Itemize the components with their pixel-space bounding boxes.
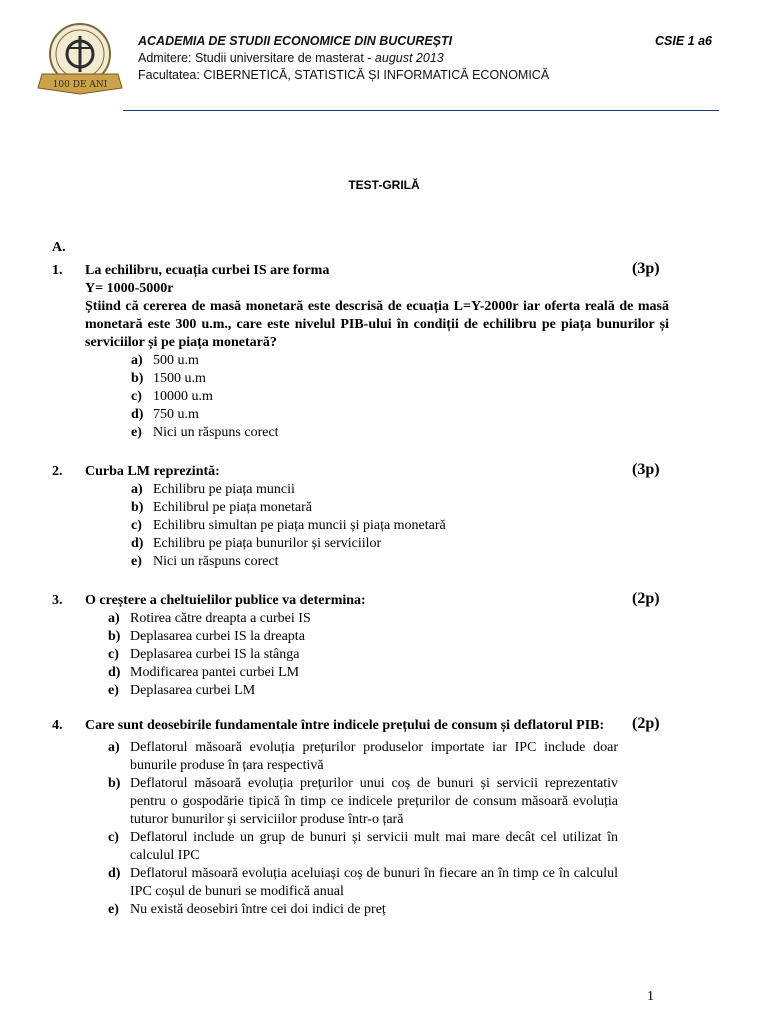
option-text: 10000 u.m bbox=[153, 389, 213, 404]
exam-code: CSIE 1 a6 bbox=[655, 34, 712, 48]
answer-option bbox=[52, 481, 664, 499]
option-text: Echilibru pe piața bunurilor și serviciilor bbox=[153, 536, 382, 551]
answer-option bbox=[52, 388, 664, 406]
answer-option bbox=[52, 682, 618, 700]
question-number: 1. bbox=[52, 263, 63, 278]
answer-option bbox=[52, 646, 618, 664]
option-letter: a) bbox=[131, 482, 143, 497]
option-text: Deplasarea curbei LM bbox=[130, 683, 256, 698]
option-text: Deplasarea curbei IS la dreapta bbox=[130, 629, 305, 644]
answer-option bbox=[52, 739, 618, 775]
answer-option bbox=[52, 352, 664, 370]
question-points: (2p) bbox=[632, 590, 660, 607]
option-letter: e) bbox=[108, 902, 119, 917]
option-letter: c) bbox=[131, 389, 142, 404]
admission-session: august 2013 bbox=[374, 51, 444, 65]
faculty-name: Facultatea: CIBERNETICĂ, STATISTICĂ ȘI INFORMATICĂ ECONOMICĂ bbox=[138, 68, 550, 82]
option-letter: b) bbox=[108, 629, 121, 644]
option-letter: e) bbox=[131, 425, 142, 440]
university-logo bbox=[32, 18, 128, 104]
answer-option bbox=[52, 829, 618, 865]
answer-option bbox=[52, 370, 664, 388]
option-letter: a) bbox=[131, 353, 143, 368]
option-text: Echilibru pe piața muncii bbox=[153, 482, 295, 497]
option-letter: c) bbox=[108, 647, 119, 662]
question-points: (2p) bbox=[632, 715, 660, 732]
option-text: Nu există deosebiri între cei doi indici de preț bbox=[130, 902, 386, 917]
question-points: (3p) bbox=[632, 461, 660, 478]
option-text: Deflatorul măsoară evoluția aceluiași coș de bunuri în fiecare an în timp ce în calculul IPC coșul de bunuri se modifică anual bbox=[130, 866, 618, 899]
answer-option bbox=[52, 628, 618, 646]
answer-option bbox=[52, 406, 664, 424]
answer-option bbox=[52, 664, 618, 682]
header-divider bbox=[123, 110, 719, 111]
question-number: 4. bbox=[52, 718, 63, 733]
option-text: Deplasarea curbei IS la stânga bbox=[130, 647, 300, 662]
answer-options bbox=[52, 739, 664, 919]
option-text: Deflatorul include un grup de bunuri și servicii mult mai mare decât cel utilizat în calculul IPC bbox=[130, 830, 618, 863]
answer-option bbox=[52, 424, 664, 442]
admission-label: Admitere: Studii universitare de masterat - bbox=[138, 51, 372, 65]
option-text: Echilibrul pe piața monetară bbox=[153, 500, 312, 515]
option-text: 500 u.m bbox=[153, 353, 199, 368]
option-text: Modificarea pantei curbei LM bbox=[130, 665, 300, 680]
admission-line bbox=[138, 51, 444, 65]
question-text-line: Știind că cererea de masă monetară este descrisă de ecuația L=Y-2000r iar oferta reală de masă monetară este 300 u.m., care este nivelul PIB-ului în condiții de echilibru pe piața bunurilor și serviciilor și pe piața monetară? bbox=[85, 299, 669, 350]
option-text: Deflatorul măsoară evoluția prețurilor unui coș de bunuri și servicii reprezentativ pentru o gospodărie tipică în timp ce indicele prețurilor de consum măsoară evoluția tuturor bunurilor și serviciilor produse într-o țară bbox=[130, 776, 618, 827]
option-letter: b) bbox=[131, 500, 144, 515]
option-text: Nici un răspuns corect bbox=[153, 554, 279, 569]
question-text-line: La echilibru, ecuația curbei IS are forma bbox=[85, 263, 330, 278]
answer-option bbox=[52, 901, 618, 919]
option-letter: a) bbox=[108, 740, 120, 755]
answer-options bbox=[52, 610, 664, 700]
option-text: Nici un răspuns corect bbox=[153, 425, 279, 440]
question-1 bbox=[52, 260, 669, 442]
section-label: A. bbox=[52, 240, 66, 255]
option-letter: d) bbox=[131, 407, 144, 422]
question-points: (3p) bbox=[632, 260, 660, 277]
page-number: 1 bbox=[647, 989, 654, 1004]
logo-ribbon-text: 100 DE ANI bbox=[52, 80, 108, 90]
answer-options bbox=[52, 352, 664, 442]
answer-option bbox=[52, 535, 664, 553]
answer-option bbox=[52, 517, 664, 535]
option-letter: c) bbox=[108, 830, 119, 845]
answer-options bbox=[52, 481, 664, 571]
option-letter: c) bbox=[131, 518, 142, 533]
answer-option bbox=[52, 775, 618, 829]
page-title: TEST-GRILĂ bbox=[348, 178, 420, 192]
answer-option bbox=[52, 610, 618, 628]
option-letter: b) bbox=[131, 371, 144, 386]
question-text-line: Y= 1000-5000r bbox=[85, 281, 174, 296]
answer-option bbox=[52, 553, 664, 571]
option-letter: d) bbox=[108, 665, 121, 680]
option-letter: b) bbox=[108, 776, 121, 791]
option-text: 750 u.m bbox=[153, 407, 199, 422]
question-number: 2. bbox=[52, 464, 63, 479]
question-number: 3. bbox=[52, 593, 63, 608]
option-text: Rotirea către dreapta a curbei IS bbox=[130, 611, 311, 626]
option-letter: d) bbox=[108, 866, 121, 881]
option-text: Deflatorul măsoară evoluția prețurilor produselor importate iar IPC include doar bunurile produse în țara respectivă bbox=[130, 740, 618, 773]
question-2 bbox=[52, 463, 664, 571]
option-text: 1500 u.m bbox=[153, 371, 206, 386]
option-letter: e) bbox=[108, 683, 119, 698]
option-letter: d) bbox=[131, 536, 144, 551]
answer-option bbox=[52, 499, 664, 517]
institution-name: ACADEMIA DE STUDII ECONOMICE DIN BUCUREȘTI bbox=[138, 34, 453, 48]
question-text-line: Curba LM reprezintă: bbox=[85, 464, 220, 479]
question-text-line: O creștere a cheltuielilor publice va determina: bbox=[85, 593, 366, 608]
question-4 bbox=[52, 717, 664, 919]
answer-option bbox=[52, 865, 618, 901]
question-text-line: Care sunt deosebirile fundamentale între indicele prețului de consum și deflatorul PIB: bbox=[85, 718, 605, 733]
option-letter: a) bbox=[108, 611, 120, 626]
question-3 bbox=[52, 592, 664, 700]
option-letter: e) bbox=[131, 554, 142, 569]
option-text: Echilibru simultan pe piața muncii și piața monetară bbox=[153, 518, 446, 533]
